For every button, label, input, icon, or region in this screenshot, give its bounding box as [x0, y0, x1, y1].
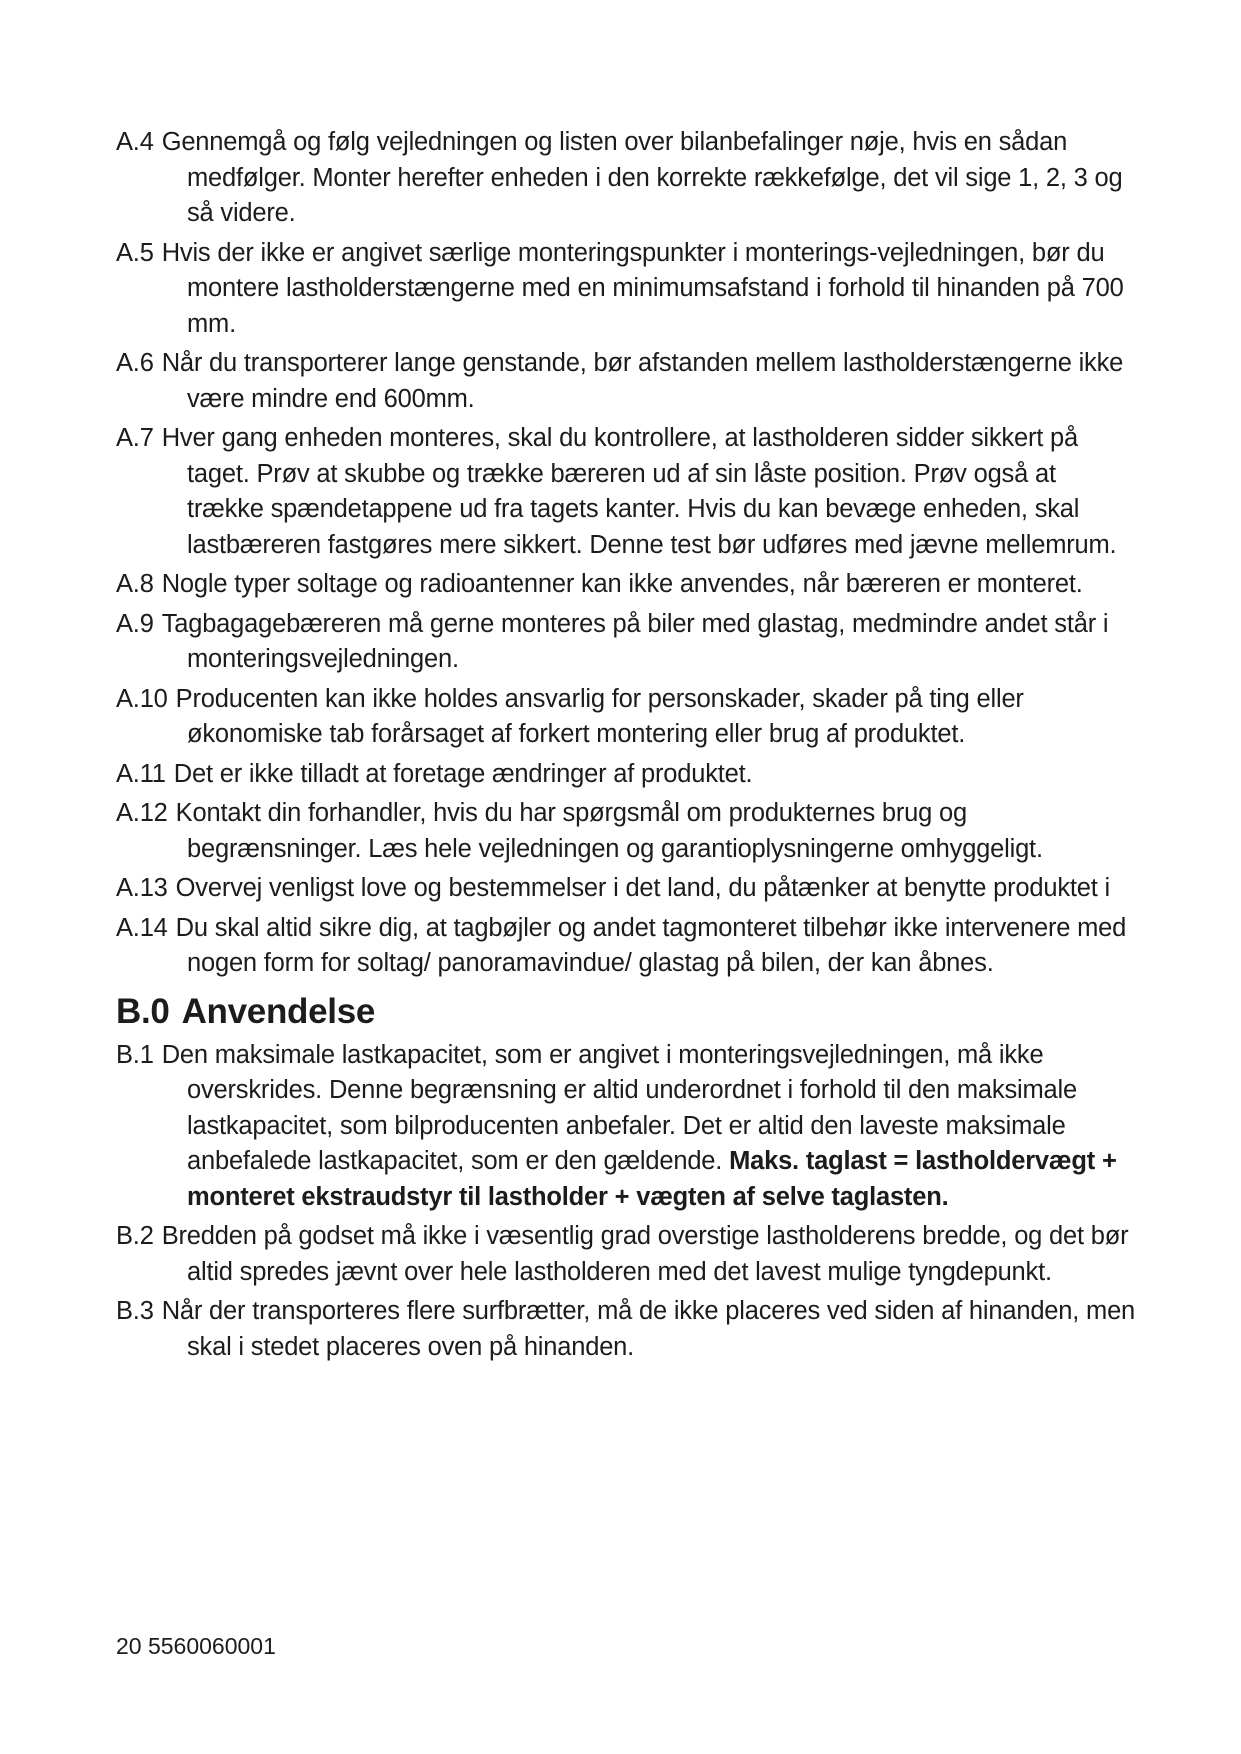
item-text: Producenten kan ikke holdes ansvarlig for personskader, skader på ting eller økonomiske tab forårsaget af forkert montering eller brug af produktet. — [175, 684, 1024, 748]
item-text: Nogle typer soltage og radioantenner kan ikke anvendes, når bæreren er monteret. — [161, 570, 1083, 598]
page-number-label: 20 5560060001 — [116, 1633, 276, 1659]
item-number: A.6 — [116, 349, 154, 377]
list-item-a8 — [116, 567, 1136, 603]
item-text: Hver gang enheden monteres, skal du kontrollere, at lastholderen sidder sikkert på taget. Prøv at skubbe og trække bæreren ud af sin låste position. Prøv også at trække spændetappene ud fra tagets kanter. Hvis du kan bevæge enheden, skal lastbæreren fastgøres mere sikkert. Denne test bør udføres med jævne mellemrum. — [161, 424, 1117, 559]
item-text: Når der transporteres flere surfbrætter, må de ikke placeres ved siden af hinanden, men skal i stedet placeres oven på hinanden. — [161, 1297, 1136, 1361]
list-item-b2 — [116, 1219, 1136, 1290]
list-item-a13 — [116, 871, 1136, 907]
list-item-a5 — [116, 236, 1136, 343]
list-item-a14 — [116, 911, 1136, 982]
item-text: Bredden på godset må ikke i væsentlig grad overstige lastholderens bredde, og det bør altid spredes jævnt over hele lastholderen med det lavest mulige tyngdepunkt. — [161, 1222, 1129, 1286]
item-number: A.5 — [116, 238, 154, 267]
list-item-a7 — [116, 421, 1136, 563]
item-text: Den maksimale lastkapacitet, som er angivet i monteringsvejledningen, må ikke overskrides. Denne begrænsning er altid underordnet i forhold til den maksimale lastkapacitet, som bilproducenten anbefaler. Det er altid den laveste maksimale anbefalede lastkapacitet, som er den gældende. — [161, 1040, 1077, 1175]
manual-page — [116, 125, 1136, 1369]
item-number: A.10 — [116, 684, 168, 713]
section-number: B.0 — [116, 991, 170, 1031]
list-item-a10 — [116, 682, 1136, 753]
item-text: Overvej venligst love og bestemmelser i det land, du påtænker at benytte produktet i — [175, 874, 1110, 902]
item-number: A.8 — [116, 570, 154, 598]
item-text: Hvis der ikke er angivet særlige monteringspunkter i monterings-vejledningen, bør du montere lastholderstængerne med en minimumsafstand i forhold til hinanden på 700 mm. — [161, 238, 1124, 338]
item-number: A.4 — [116, 128, 154, 156]
item-number: B.3 — [116, 1297, 154, 1325]
list-item-b1 — [116, 1038, 1136, 1216]
list-item-a6 — [116, 346, 1136, 417]
item-bold-text: Maks. taglast = lastholdervægt + monteret ekstraudstyr til lastholder + vægten af selve taglasten. — [187, 1147, 1117, 1211]
item-number: A.13 — [116, 874, 168, 902]
section-title: Anvendelse — [181, 991, 376, 1031]
list-item-a11 — [116, 757, 1136, 793]
item-text: Det er ikke tilladt at foretage ændringer af produktet. — [173, 759, 753, 788]
list-item-a4 — [116, 125, 1136, 232]
list-item-a12 — [116, 796, 1136, 867]
item-text: Når du transporterer lange genstande, bør afstanden mellem lastholderstængerne ikke være mindre end 600mm. — [161, 349, 1124, 413]
item-number: B.2 — [116, 1222, 154, 1250]
section-heading-b0 — [116, 992, 1136, 1032]
item-number: A.7 — [116, 424, 154, 452]
item-number: A.11 — [116, 759, 166, 788]
item-number: A.12 — [116, 799, 168, 827]
item-number: A.14 — [116, 913, 168, 942]
item-number: B.1 — [116, 1040, 154, 1069]
item-text: Gennemgå og følg vejledningen og listen over bilanbefalinger nøje, hvis en sådan medfølger. Monter herefter enheden i den korrekte rækkefølge, det vil sige 1, 2, 3 og så videre. — [161, 128, 1123, 227]
page-footer — [116, 1632, 276, 1660]
item-text: Du skal altid sikre dig, at tagbøjler og andet tagmonteret tilbehør ikke intervenere med nogen form for soltag/ panoramavindue/ glastag på bilen, der kan åbnes. — [175, 913, 1127, 977]
list-item-a9 — [116, 607, 1136, 678]
list-item-b3 — [116, 1294, 1136, 1365]
item-text: Kontakt din forhandler, hvis du har spørgsmål om produkternes brug og begrænsninger. Læs hele vejledningen og garantioplysningerne omhyggeligt. — [175, 799, 1043, 863]
item-text: Tagbagagebæreren må gerne monteres på biler med glastag, medmindre andet står i monteringsvejledningen. — [161, 609, 1109, 673]
item-number: A.9 — [116, 609, 154, 638]
